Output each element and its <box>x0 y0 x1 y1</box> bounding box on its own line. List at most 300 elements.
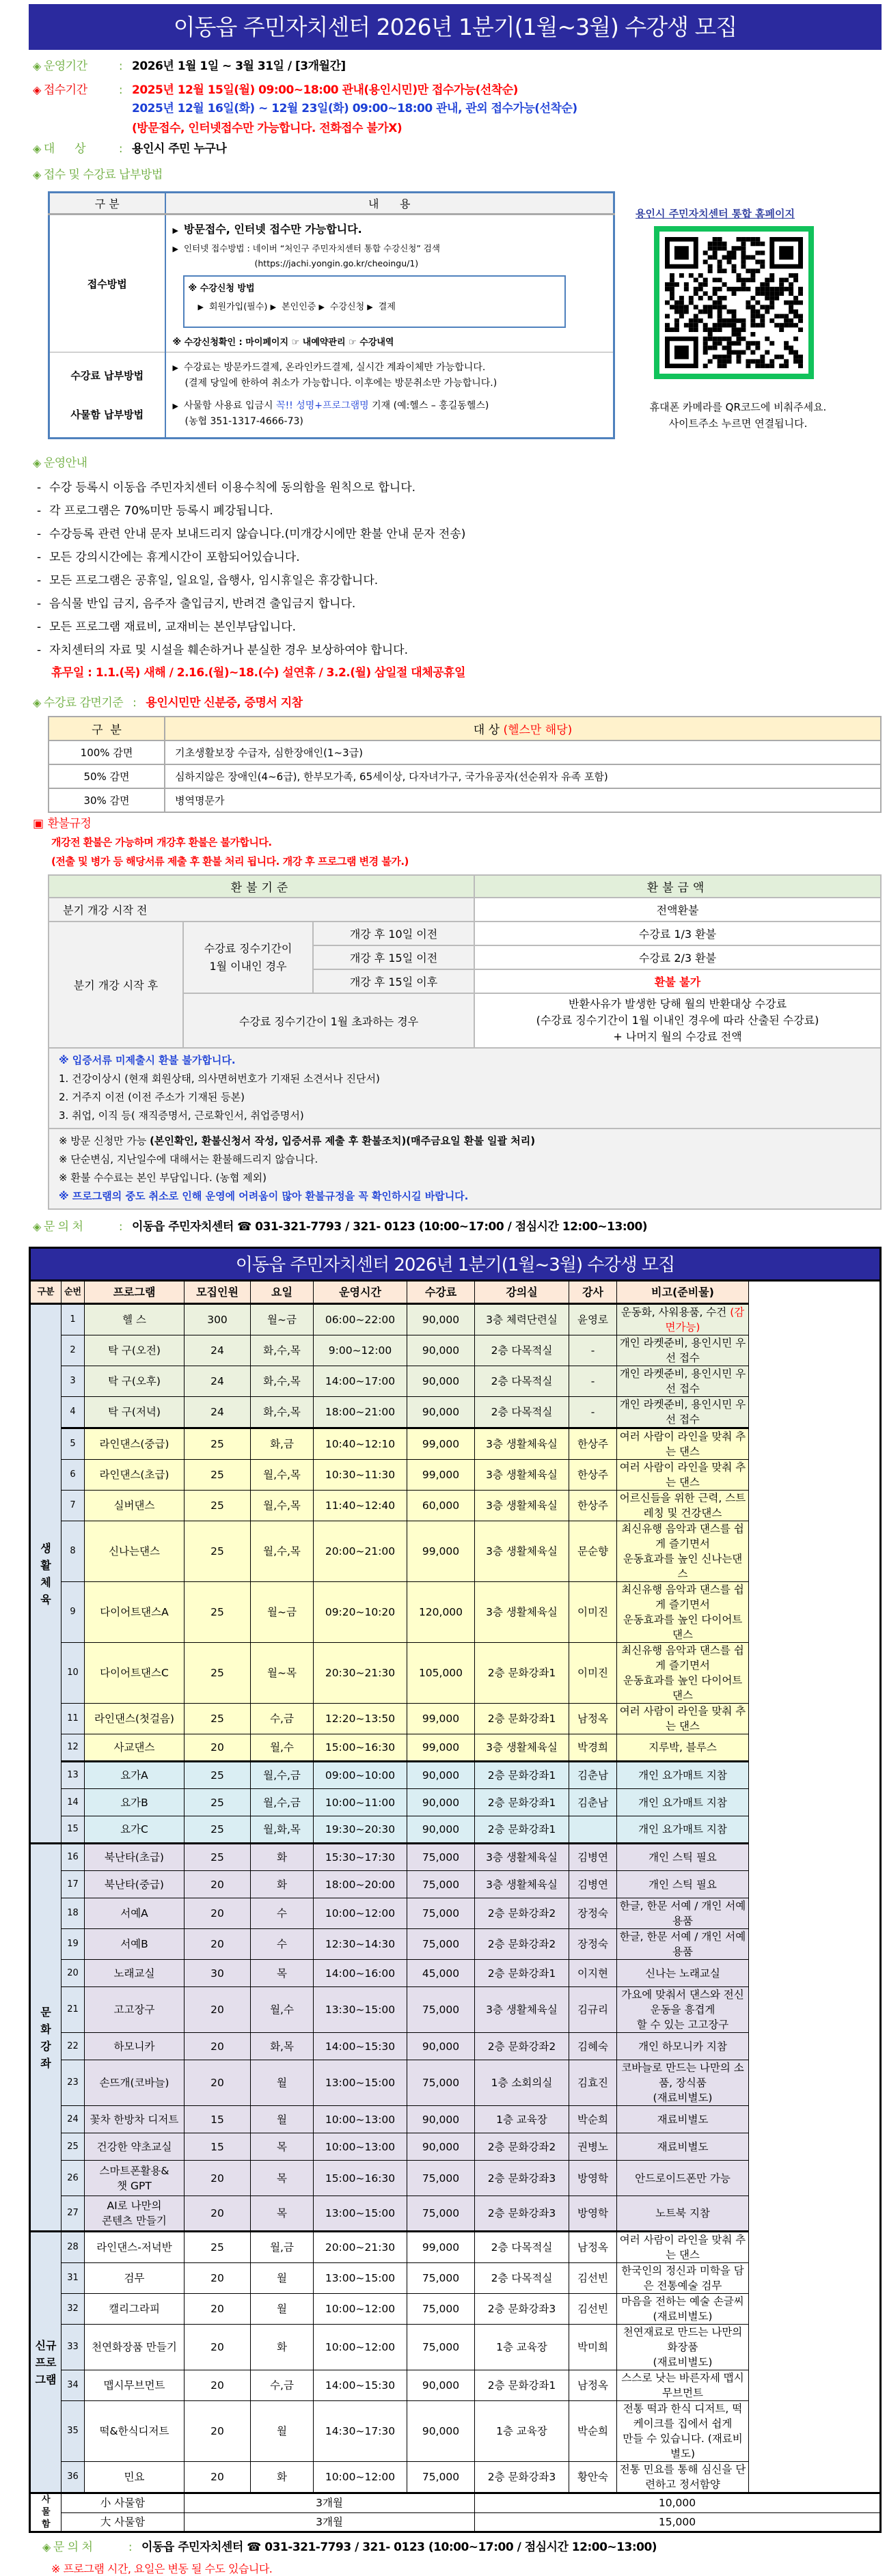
diamond-icon: ◈ <box>33 456 41 469</box>
cell-cap: 300 <box>185 1304 251 1335</box>
cell-name: 고고장구 <box>85 1987 185 2033</box>
dash: - <box>37 551 42 564</box>
cell-time: 15:00~16:30 <box>314 2161 407 2196</box>
cell-fee: 75,000 <box>407 2462 475 2493</box>
qr-code[interactable] <box>654 226 814 379</box>
cell-days: 월~금 <box>251 1304 314 1335</box>
contact-line-bottom <box>42 2540 887 2555</box>
col-target <box>165 717 881 740</box>
row-number: 1 <box>62 1304 85 1335</box>
cell-room: 1층 교육장 <box>475 2106 569 2133</box>
row-number: 5 <box>62 1428 85 1460</box>
operation-item <box>33 523 887 546</box>
cell-note <box>617 2060 749 2106</box>
reception-line1: 2025년 12월 15일(월) 09:00~18:00 관내(용인시민)만 접수가능(선착순) <box>132 83 518 97</box>
operation-item <box>33 499 887 523</box>
cell-teacher: 이미진 <box>569 1643 617 1704</box>
cell-days: 월 <box>251 2106 314 2133</box>
cell-name: 요가C <box>85 1816 185 1844</box>
note-text: 안드로이드폰만 가능 <box>635 2172 731 2185</box>
cell-teacher: 장정숙 <box>569 1898 617 1929</box>
operation-item <box>33 639 887 662</box>
note-text: 재료비별도 <box>657 2140 709 2153</box>
cell-teacher: 박미희 <box>569 2325 617 2370</box>
refund-table <box>48 874 882 1210</box>
cell-cap: 25 <box>185 1789 251 1816</box>
table-row <box>30 1335 881 1366</box>
step: 회원가입(필수) <box>208 302 268 312</box>
cell-days: 화,목 <box>251 2033 314 2060</box>
target-label: 대 상 <box>43 142 86 156</box>
cell-room: 3층 생활체육실 <box>475 1871 569 1898</box>
section-label: 문화강좌 <box>30 1844 62 2232</box>
table-row <box>30 1789 881 1816</box>
cell-room: 3층 생활체육실 <box>475 1582 569 1643</box>
cell-time: 09:00~10:00 <box>314 1762 407 1789</box>
cell-note <box>617 2325 749 2370</box>
cell-fee: 75,000 <box>407 1929 475 1960</box>
note-text: 개인 라켓준비, 용인시민 우선 접수 <box>619 1368 746 1395</box>
cell-cap: 20 <box>185 2294 251 2325</box>
locker-row <box>30 2512 881 2532</box>
refund-d10: 개강 후 10일 이전 <box>313 922 474 945</box>
row-number: 18 <box>62 1898 85 1929</box>
qr-caption-2: 사이트주소 누르면 연결됩니다. <box>668 417 808 430</box>
refund-before-amount: 전액환불 <box>474 898 881 922</box>
cell-name: 라인댄스-저녁반 <box>85 2232 185 2263</box>
cell-teacher: 한상주 <box>569 1491 617 1521</box>
cell-room: 1층 교육장 <box>475 2325 569 2370</box>
column-header: 구분 <box>30 1281 62 1304</box>
cell-note <box>617 1762 749 1789</box>
cell-time: 09:20~10:20 <box>314 1582 407 1643</box>
cell-note <box>617 2370 749 2401</box>
triangle-icon: ▶ <box>172 245 178 253</box>
note-highlight: (감면가능) <box>665 1306 745 1333</box>
cell-cap: 25 <box>185 1816 251 1844</box>
cell-fee: 120,000 <box>407 1582 475 1643</box>
note-text: 개인 스틱 필요 <box>649 1851 717 1864</box>
refund-d15: 개강 후 15일 이전 <box>313 945 474 969</box>
cell-cap: 25 <box>185 1704 251 1734</box>
contact-label: 문 의 처 <box>43 1220 83 1234</box>
cell-fee: 90,000 <box>407 1816 475 1844</box>
cell-note <box>617 2033 749 2060</box>
cell-cap: 20 <box>185 2196 251 2232</box>
cell-fee: 90,000 <box>407 2033 475 2060</box>
column-header: 강의실 <box>475 1281 569 1304</box>
cell-teacher: 김병연 <box>569 1844 617 1871</box>
cell-note <box>617 1643 749 1704</box>
cell-cap: 24 <box>185 1366 251 1397</box>
cell-days: 화 <box>251 2462 314 2493</box>
note-text: 재료비별도 <box>657 2113 709 2126</box>
contact-label: 문 의 처 <box>53 2540 93 2554</box>
cell-teacher: 이지현 <box>569 1960 617 1987</box>
period-value: 2026년 1월 1일 ~ 3월 31일 / [3개월간] <box>132 59 346 73</box>
cell-fee: 99,000 <box>407 1704 475 1734</box>
dash: - <box>37 620 42 634</box>
confirm-text: ※ 수강신청확인 : 마이페이지 ☞ 내예약관리 ☞ 수강내역 <box>172 337 394 348</box>
cell-name: 요가B <box>85 1789 185 1816</box>
cell-cap: 20 <box>185 2161 251 2196</box>
cell-room: 1층 교육장 <box>475 2401 569 2462</box>
cell-time: 18:00~20:00 <box>314 1871 407 1898</box>
cell-teacher: 김선빈 <box>569 2294 617 2325</box>
diamond-icon: ◈ <box>33 1220 41 1233</box>
cell-teacher: 김혜숙 <box>569 2033 617 2060</box>
cell-fee: 90,000 <box>407 1397 475 1428</box>
triangle-icon: ▶ <box>197 303 204 311</box>
cell-cap: 20 <box>185 2370 251 2401</box>
cell-teacher: 방영학 <box>569 2161 617 2196</box>
cell-time: 14:00~16:00 <box>314 1960 407 1987</box>
cell-name: 사교댄스 <box>85 1734 185 1762</box>
cell-name: 손뜨개(코바늘) <box>85 2060 185 2106</box>
fee-payment-content <box>165 352 614 439</box>
colon: : <box>118 59 123 73</box>
cell-days: 월 <box>251 2294 314 2325</box>
table-row <box>30 1460 881 1491</box>
dash: - <box>37 504 42 518</box>
cell-name: 라인댄스(초급) <box>85 1460 185 1491</box>
payment-heading-text: 접수 및 수강료 납부방법 <box>43 168 163 182</box>
cell-note <box>617 2196 749 2232</box>
locker-period: 3개월 <box>185 2493 475 2513</box>
discount-target: 병역명문가 <box>165 788 881 812</box>
triangle-icon: ▶ <box>172 402 178 411</box>
cell-fee: 99,000 <box>407 1460 475 1491</box>
cell-days: 수 <box>251 1898 314 1929</box>
column-header: 비고(준비물) <box>617 1281 749 1304</box>
row-number: 28 <box>62 2232 85 2263</box>
cell-time: 10:40~12:10 <box>314 1428 407 1460</box>
row-number: 7 <box>62 1491 85 1521</box>
cell-name: 라인댄스(첫걸음) <box>85 1704 185 1734</box>
refund-d15-after: 개강 후 15일 이후 <box>313 969 474 993</box>
cell-room: 2층 문화강좌1 <box>475 1704 569 1734</box>
cell-fee: 90,000 <box>407 1366 475 1397</box>
cell-note <box>617 2161 749 2196</box>
cell-fee: 75,000 <box>407 1844 475 1871</box>
locker-fee: 15,000 <box>475 2512 881 2532</box>
cell-note <box>617 1929 749 1960</box>
row-number: 27 <box>62 2196 85 2232</box>
cell-name: 다이어트댄스A <box>85 1582 185 1643</box>
cell-teacher: 김선빈 <box>569 2263 617 2294</box>
colon: : <box>133 696 137 710</box>
table-row <box>30 1521 881 1582</box>
note-text: 노트북 지참 <box>655 2207 710 2219</box>
table-row <box>30 1491 881 1521</box>
row-number: 25 <box>62 2133 85 2161</box>
cell-days: 수,금 <box>251 1704 314 1734</box>
cell-teacher: 한상주 <box>569 1428 617 1460</box>
dash: - <box>37 527 42 541</box>
cell-name: 민요 <box>85 2462 185 2493</box>
locker-section-label: 사물함 <box>30 2493 62 2532</box>
table-row <box>30 1304 881 1335</box>
qr-caption <box>636 399 841 432</box>
triangle-icon: ▶ <box>270 303 277 311</box>
colon: : <box>118 1220 123 1234</box>
cell-fee: 75,000 <box>407 2060 475 2106</box>
footer-note: ※ 프로그램 시간, 요일은 변동 될 수도 있습니다. <box>51 2562 273 2575</box>
row-number: 10 <box>62 1643 85 1704</box>
dash: - <box>37 481 42 495</box>
cell-time: 11:40~12:40 <box>314 1491 407 1521</box>
cell-name: 탁 구(저녁) <box>85 1397 185 1428</box>
cell-days: 월,수,목 <box>251 1491 314 1521</box>
visit-note-detail: (본인확인, 환불신청서 작성, 입증서류 제출 후 환불조치)(매주금요일 환불 일괄 처리) <box>150 1135 536 1147</box>
visit-text: 방문접수, 인터넷 접수만 가능합니다. <box>183 223 362 236</box>
dash: - <box>37 643 42 657</box>
step: 수강신청 <box>329 302 365 312</box>
cell-note <box>617 1789 749 1816</box>
cell-room: 3층 생활체육실 <box>475 1460 569 1491</box>
locker-account: (농협 351-1317-4666-73) <box>185 416 303 427</box>
cell-note <box>617 1704 749 1734</box>
cell-days: 화 <box>251 1871 314 1898</box>
reception-label: 접수기간 <box>43 83 87 97</box>
cell-note <box>617 1960 749 1987</box>
cell-note <box>617 1582 749 1643</box>
note-text: 최신유행 음악과 댄스를 쉽게 즐기면서 운동효과를 높인 다이어트댄스 <box>621 1583 744 1641</box>
cell-note <box>617 2462 749 2493</box>
cell-teacher: 김춘남 <box>569 1789 617 1816</box>
cell-fee: 60,000 <box>407 1491 475 1521</box>
how-steps <box>198 299 560 312</box>
table-row <box>30 1734 881 1762</box>
row-number: 3 <box>62 1366 85 1397</box>
reception-method-label: 접수방법 <box>49 214 165 352</box>
col-category: 구 분 <box>49 193 165 214</box>
column-header: 프로그램 <box>85 1281 185 1304</box>
row-number: 2 <box>62 1335 85 1366</box>
cell-days: 화,수,목 <box>251 1397 314 1428</box>
cell-days: 목 <box>251 2161 314 2196</box>
doc-item: 1. 건강이상시 (현재 회원상태, 의사면허번호가 기재된 소견서나 진단서) <box>59 1072 380 1085</box>
cell-name: 검무 <box>85 2263 185 2294</box>
table-row <box>30 1929 881 1960</box>
warn-note: ※ 프로그램의 중도 취소로 인해 운영에 어려움이 많아 환불규정을 꼭 확인하시길 바랍니다. <box>59 1190 469 1202</box>
cell-cap: 20 <box>185 1929 251 1960</box>
operation-item-text: 수강 등록시 이동읍 주민자치센터 이용수칙에 동의함을 원칙으로 합니다. <box>49 481 416 495</box>
diamond-icon: ◈ <box>33 168 41 181</box>
diamond-icon: ◈ <box>33 696 41 709</box>
cell-teacher: 황안숙 <box>569 2462 617 2493</box>
cell-time: 15:30~17:30 <box>314 1844 407 1871</box>
note-text: 개인 요가매트 지참 <box>638 1823 727 1836</box>
cell-fee: 90,000 <box>407 2401 475 2462</box>
cell-fee: 105,000 <box>407 1643 475 1704</box>
cell-note <box>617 1491 749 1521</box>
cell-room: 3층 생활체육실 <box>475 1491 569 1521</box>
cell-teacher: 박순희 <box>569 2106 617 2133</box>
discount-heading <box>33 695 887 710</box>
cell-name: 천연화장품 만들기 <box>85 2325 185 2370</box>
cell-fee: 90,000 <box>407 2370 475 2401</box>
cell-name: 다이어트댄스C <box>85 1643 185 1704</box>
diamond-icon: ◈ <box>42 2540 51 2553</box>
row-number: 36 <box>62 2462 85 2493</box>
cell-cap: 20 <box>185 1734 251 1762</box>
col-refund-criteria: 환불기준 <box>49 875 474 898</box>
cell-room: 2층 문화강좌3 <box>475 2196 569 2232</box>
cell-room: 2층 다목적실 <box>475 1397 569 1428</box>
table-row <box>30 1428 881 1460</box>
cell-name: AI로 나만의 콘텐츠 만들기 <box>85 2196 185 2232</box>
visit-note: ※ 방문 신청만 가능 <box>59 1135 150 1147</box>
cell-name: 스마트폰활용& 챗 GPT <box>85 2161 185 2196</box>
cell-cap: 25 <box>185 1460 251 1491</box>
cell-cap: 20 <box>185 2263 251 2294</box>
cell-fee: 75,000 <box>407 1987 475 2033</box>
cell-days: 화,금 <box>251 1428 314 1460</box>
table-row <box>30 2294 881 2325</box>
note-text: 전통 민요를 통해 심신을 단련하고 정서함양 <box>619 2463 746 2491</box>
fee-label: 수강료 납부방법 <box>70 370 144 382</box>
cell-note <box>617 2294 749 2325</box>
reception-method-content <box>165 214 614 352</box>
operation-heading-text: 운영안내 <box>43 456 87 470</box>
col-content: 내 용 <box>165 193 614 214</box>
cell-teacher: - <box>569 1366 617 1397</box>
cell-note <box>617 1816 749 1844</box>
cell-fee: 90,000 <box>407 1762 475 1789</box>
cell-room: 2층 문화강좌2 <box>475 1929 569 1960</box>
note-text: 신나는 노래교실 <box>645 1967 720 1980</box>
operation-item-text: 수강등록 관련 안내 문자 보내드리지 않습니다.(미개강시에만 환불 안내 문자 전송) <box>49 527 466 541</box>
cell-cap: 20 <box>185 2401 251 2462</box>
program-table <box>29 1279 882 2533</box>
discount-row <box>49 764 881 788</box>
table-row <box>30 1987 881 2033</box>
cell-name: 라인댄스(중급) <box>85 1428 185 1460</box>
cell-cap: 20 <box>185 2060 251 2106</box>
cell-fee: 75,000 <box>407 1898 475 1929</box>
locker-line-a: 사물함 사용료 입금시 <box>183 400 277 411</box>
discount-rate: 30% 감면 <box>49 788 165 812</box>
table-row <box>30 1816 881 1844</box>
table-row <box>30 1582 881 1643</box>
cell-teacher <box>569 1816 617 1844</box>
cell-teacher: 장정숙 <box>569 1929 617 1960</box>
internet-text: 인터넷 접수방법 : 네이버 “처인구 주민자치센터 통합 수강신청” 검색 <box>183 243 440 253</box>
table-row <box>30 2060 881 2106</box>
cell-time: 15:00~16:30 <box>314 1734 407 1762</box>
cell-cap: 20 <box>185 2325 251 2370</box>
cell-time: 13:00~15:00 <box>314 2263 407 2294</box>
cell-note <box>617 1335 749 1366</box>
row-number: 16 <box>62 1844 85 1871</box>
cell-teacher: 이미진 <box>569 1582 617 1643</box>
cell-teacher: 박순희 <box>569 2401 617 2462</box>
locker-name: 大 사물함 <box>62 2512 185 2532</box>
note-text: 개인 요가매트 지참 <box>638 1769 727 1782</box>
row-number: 6 <box>62 1460 85 1491</box>
locker-row <box>30 2493 881 2513</box>
refund-over: 수강료 징수기간이 1월 초과하는 경우 <box>183 993 474 1048</box>
note-text: 가요에 맞춰서 댄스와 전신운동을 흥겹게 할 수 있는 고고장구 <box>621 1989 744 2031</box>
table-row <box>30 2196 881 2232</box>
locker-period: 3개월 <box>185 2512 475 2532</box>
table-row <box>30 1762 881 1789</box>
cell-name: 헬 스 <box>85 1304 185 1335</box>
cell-time: 10:00~13:00 <box>314 2133 407 2161</box>
column-header: 수강료 <box>407 1281 475 1304</box>
period-label: 운영기간 <box>43 59 87 73</box>
fee-line2: (결제 당일에 한하여 취소가 가능합니다. 이후에는 방문취소만 가능합니다.) <box>185 378 497 389</box>
cell-time: 13:00~15:00 <box>314 2196 407 2232</box>
row-number: 24 <box>62 2106 85 2133</box>
cell-teacher: 김효진 <box>569 2060 617 2106</box>
cell-days: 월,수 <box>251 1987 314 2033</box>
discount-note: 용인시민만 신분증, 증명서 지참 <box>146 696 303 710</box>
table-row <box>30 2325 881 2370</box>
cell-teacher: 방영학 <box>569 2196 617 2232</box>
column-header: 운영시간 <box>314 1281 407 1304</box>
cell-time: 10:00~13:00 <box>314 2106 407 2133</box>
note-text: 코바늘로 만드는 나만의 소품, 장식품 (재료비별도) <box>621 2062 744 2104</box>
qr-caption-1: 휴대폰 카메라를 QR코드에 비춰주세요. <box>649 401 827 413</box>
row-number: 33 <box>62 2325 85 2370</box>
colon: : <box>118 83 123 97</box>
refund-d15-after-amount: 환불 불가 <box>474 969 881 993</box>
cell-cap: 24 <box>185 1397 251 1428</box>
operation-item-text: 음식물 반입 금지, 음주자 출입금지, 반려견 출입금지 합니다. <box>49 597 356 611</box>
cell-time: 18:00~21:00 <box>314 1397 407 1428</box>
refund-heading-text: 환불규정 <box>47 817 92 831</box>
cell-cap: 30 <box>185 1960 251 1987</box>
note-text: 스스로 낫는 바른자세 맵시무브먼트 <box>621 2372 744 2399</box>
triangle-icon: ▶ <box>172 226 178 235</box>
cell-time: 20:00~21:30 <box>314 2232 407 2263</box>
table-row <box>30 2462 881 2493</box>
table-row <box>30 2106 881 2133</box>
row-number: 9 <box>62 1582 85 1643</box>
row-number: 13 <box>62 1762 85 1789</box>
cell-time: 14:00~15:30 <box>314 2033 407 2060</box>
row-number: 15 <box>62 1816 85 1844</box>
homepage-link[interactable]: 용인시 주민자치센터 통합 홈페이지 <box>636 208 795 220</box>
program-table-title: 이동읍 주민자치센터 2026년 1분기(1월~3월) 수강생 모집 <box>29 1247 882 1279</box>
table-row <box>30 2161 881 2196</box>
discount-heading-text: 수강료 감면기준 <box>43 696 124 710</box>
doc-item: 3. 취업, 이직 등( 재직증명서, 근로확인서, 취업증명서) <box>59 1109 304 1122</box>
triangle-icon: ▶ <box>318 303 325 311</box>
column-header: 순번 <box>62 1281 85 1304</box>
cell-time: 9:00~12:00 <box>314 1335 407 1366</box>
cell-time: 10:00~12:00 <box>314 2325 407 2370</box>
refund-docs <box>49 1048 881 1128</box>
operation-heading <box>33 456 887 471</box>
cell-days: 화 <box>251 1844 314 1871</box>
reception-url[interactable]: (https://jachi.yongin.go.kr/cheoingu/1) <box>254 258 419 268</box>
note-text: 지루박, 블루스 <box>649 1741 717 1754</box>
cell-note <box>617 2133 749 2161</box>
cell-fee: 75,000 <box>407 1871 475 1898</box>
triangle-icon: ▶ <box>172 363 178 372</box>
note-text: 한국인의 정신과 미학을 담은 전통예술 검무 <box>621 2265 744 2292</box>
table-row <box>30 2370 881 2401</box>
reception-line3: (방문접수, 인터넷접수만 가능합니다. 전화접수 불가X) <box>132 122 402 135</box>
cell-cap: 25 <box>185 1428 251 1460</box>
cell-time: 10:30~11:30 <box>314 1460 407 1491</box>
cell-cap: 25 <box>185 1762 251 1789</box>
row-number: 21 <box>62 1987 85 2033</box>
cell-note <box>617 2232 749 2263</box>
